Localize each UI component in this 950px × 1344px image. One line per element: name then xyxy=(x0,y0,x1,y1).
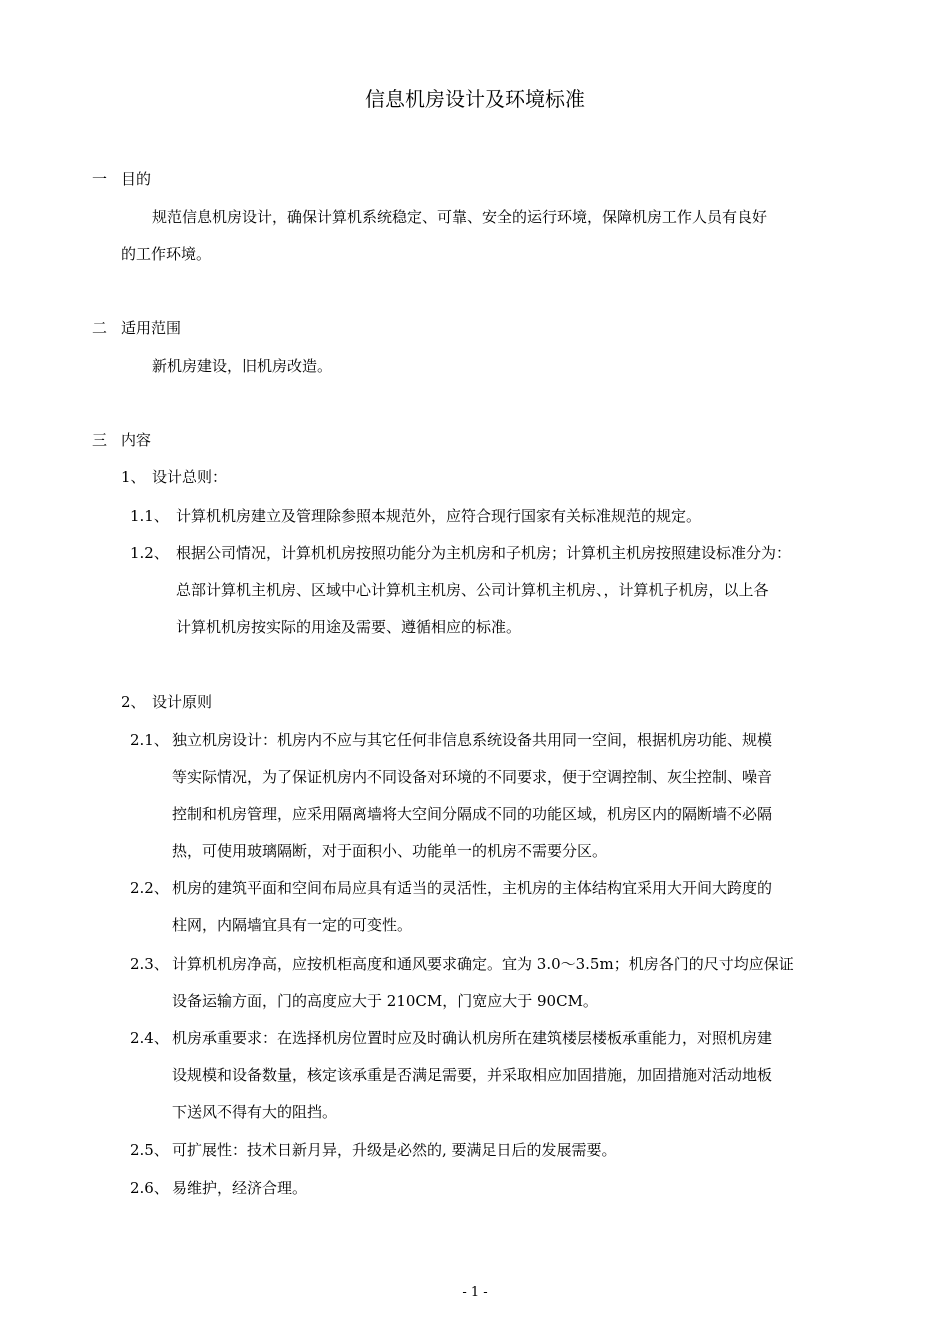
section-number: 一 xyxy=(92,170,108,188)
subsection-number: 2、 xyxy=(121,693,146,711)
item-number: 1.1、 xyxy=(130,507,169,525)
item-line: 计算机机房净高，应按机柜高度和通风要求确定。宜为 3.0～3.5m；机房各门的尺寸均应保证 xyxy=(172,955,794,973)
item-number: 2.3、 xyxy=(130,955,169,973)
item-line: 柱网，内隔墙宜具有一定的可变性。 xyxy=(172,916,413,934)
paragraph-line: 规范信息机房设计，确保计算机系统稳定、可靠、安全的运行环境，保障机房工作人员有良好 xyxy=(152,208,768,226)
paragraph-line: 新机房建设，旧机房改造。 xyxy=(152,357,333,375)
subsection-heading: 设计总则： xyxy=(152,468,228,486)
item-line: 设规模和设备数量，核定该承重是否满足需要，并采取相应加固措施，加固措施对活动地板 xyxy=(172,1066,773,1084)
item-line: 独立机房设计：机房内不应与其它任何非信息系统设备共用同一空间，根据机房功能、规模 xyxy=(172,731,773,749)
item-number: 2.1、 xyxy=(130,731,169,749)
item-number: 2.6、 xyxy=(130,1179,169,1197)
item-line: 易维护，经济合理。 xyxy=(172,1179,308,1197)
item-line: 机房承重要求：在选择机房位置时应及时确认机房所在建筑楼层楼板承重能力，对照机房建 xyxy=(172,1029,773,1047)
item-number: 2.2、 xyxy=(130,879,169,897)
item-number: 2.5、 xyxy=(130,1141,169,1159)
item-line: 设备运输方面，门的高度应大于 210CM，门宽应大于 90CM。 xyxy=(172,992,598,1010)
item-line: 等实际情况，为了保证机房内不同设备对环境的不同要求，便于空调控制、灰尘控制、噪音 xyxy=(172,768,773,786)
section-heading: 适用范围 xyxy=(121,319,182,337)
item-line: 控制和机房管理，应采用隔离墙将大空间分隔成不同的功能区域，机房区内的隔断墙不必隔 xyxy=(172,805,773,823)
item-line: 可扩展性：技术日新月异，升级是必然的, 要满足日后的发展需要。 xyxy=(172,1141,617,1159)
item-line: 根据公司情况，计算机机房按照功能分为主机房和子机房；计算机主机房按照建设标准分为： xyxy=(176,544,792,562)
item-line: 机房的建筑平面和空间布局应具有适当的灵活性，主机房的主体结构宜采用大开间大跨度的 xyxy=(172,879,773,897)
document-title: 信息机房设计及环境标准 xyxy=(365,87,585,111)
section-heading: 内容 xyxy=(121,431,152,449)
paragraph-line: 的工作环境。 xyxy=(121,245,212,263)
section-number: 二 xyxy=(92,319,108,337)
item-line: 总部计算机主机房、区域中心计算机主机房、公司计算机主机房、，计算机子机房，以上各 xyxy=(176,581,769,599)
item-line: 计算机机房按实际的用途及需要、遵循相应的标准。 xyxy=(176,618,522,636)
section-number: 三 xyxy=(92,431,108,449)
page-number: - 1 - xyxy=(462,1285,488,1300)
item-line: 下送风不得有大的阻挡。 xyxy=(172,1103,338,1121)
item-line: 计算机机房建立及管理除参照本规范外，应符合现行国家有关标准规范的规定。 xyxy=(176,507,702,525)
subsection-heading: 设计原则 xyxy=(152,693,213,711)
subsection-number: 1、 xyxy=(121,468,146,486)
section-heading: 目的 xyxy=(121,170,152,188)
item-number: 1.2、 xyxy=(130,544,169,562)
item-number: 2.4、 xyxy=(130,1029,169,1047)
item-line: 热，可使用玻璃隔断，对于面积小、功能单一的机房不需要分区。 xyxy=(172,842,608,860)
